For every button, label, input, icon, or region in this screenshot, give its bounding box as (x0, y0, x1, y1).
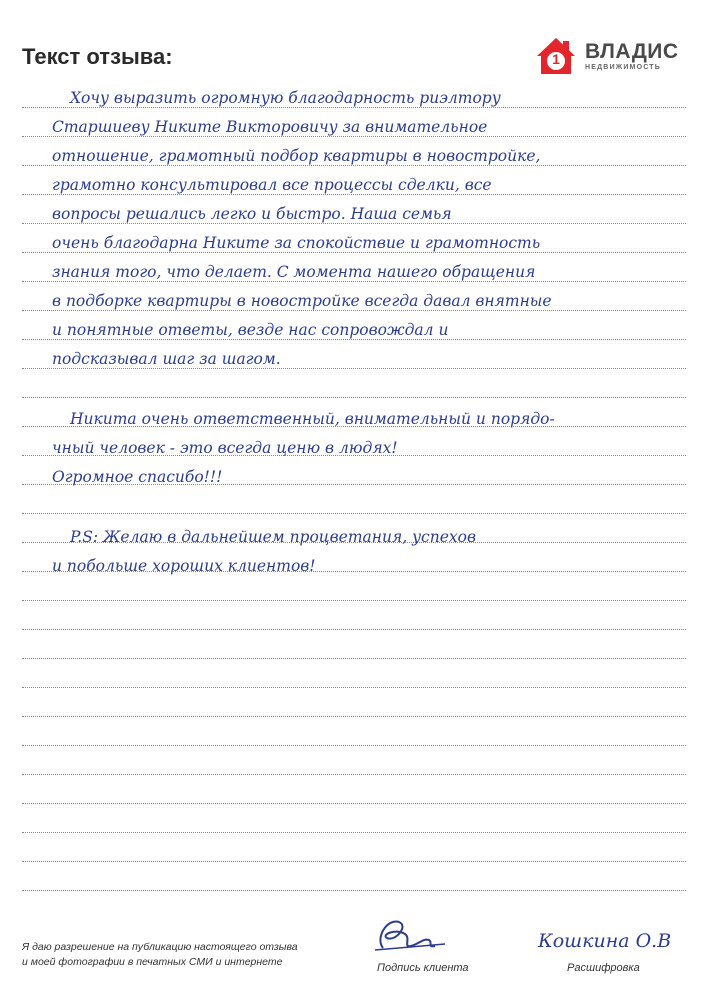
logo-subtitle: НЕДВИЖИМОСТЬ (585, 64, 662, 71)
handwritten-line: P.S: Желаю в дальнейшем процветания, успехов (70, 528, 476, 546)
review-paragraph-2 (52, 405, 662, 492)
decipher-caption: Расшифровка (567, 962, 640, 974)
handwritten-line: очень благодарна Никите за спокойствие и грамотность (52, 234, 541, 252)
ruled-line (22, 629, 686, 630)
decipher-value: Кошкина О.В (538, 930, 672, 952)
handwritten-line: Никита очень ответственный, внимательный и порядо- (70, 410, 555, 428)
review-paragraph-1 (52, 84, 662, 374)
handwritten-line: подсказывал шаг за шагом. (52, 350, 281, 368)
handwritten-line: и побольше хороших клиентов! (52, 557, 316, 575)
page-title: Текст отзыва: (22, 44, 173, 69)
ruled-line (22, 745, 686, 746)
client-signature (365, 908, 455, 958)
handwritten-line: Огромное спасибо!!! (52, 468, 223, 486)
handwritten-line: грамотно консультировал все процессы сделки, все (52, 176, 492, 194)
handwritten-line: знания того, что делает. С момента нашего обращения (52, 263, 536, 281)
handwritten-line: в подборке квартиры в новостройке всегда давал внятные (52, 292, 552, 310)
ruled-line (22, 600, 686, 601)
ruled-line (22, 861, 686, 862)
publication-consent (22, 940, 298, 970)
signature-caption: Подпись клиента (377, 962, 469, 974)
handwritten-line: Хочу выразить огромную благодарность риэлтору (70, 89, 501, 107)
ruled-line (22, 658, 686, 659)
ruled-line (22, 832, 686, 833)
consent-line-1: Я даю разрешение на публикацию настоящего отзыва (22, 941, 298, 953)
ruled-line (22, 716, 686, 717)
logo-digit: 1 (552, 51, 560, 67)
handwritten-line: Старшиеву Никите Викторовичу за внимательное (52, 118, 488, 136)
logo-name: ВЛАДИС (585, 40, 679, 63)
consent-line-2: и моей фотографии в печатных СМИ и интернете (22, 956, 283, 968)
handwritten-line: и понятные ответы, везде нас сопровождал и (52, 321, 449, 339)
review-paragraph-3 (52, 523, 662, 581)
review-text (52, 84, 662, 581)
ruled-line (22, 774, 686, 775)
handwritten-line: чный человек - это всегда ценю в людях! (52, 439, 398, 457)
ruled-line (22, 687, 686, 688)
ruled-line (22, 803, 686, 804)
ruled-line (22, 890, 686, 891)
handwritten-line: вопросы решались легко и быстро. Наша семья (52, 205, 452, 223)
handwritten-line: отношение, грамотный подбор квартиры в новостройке, (52, 147, 541, 165)
